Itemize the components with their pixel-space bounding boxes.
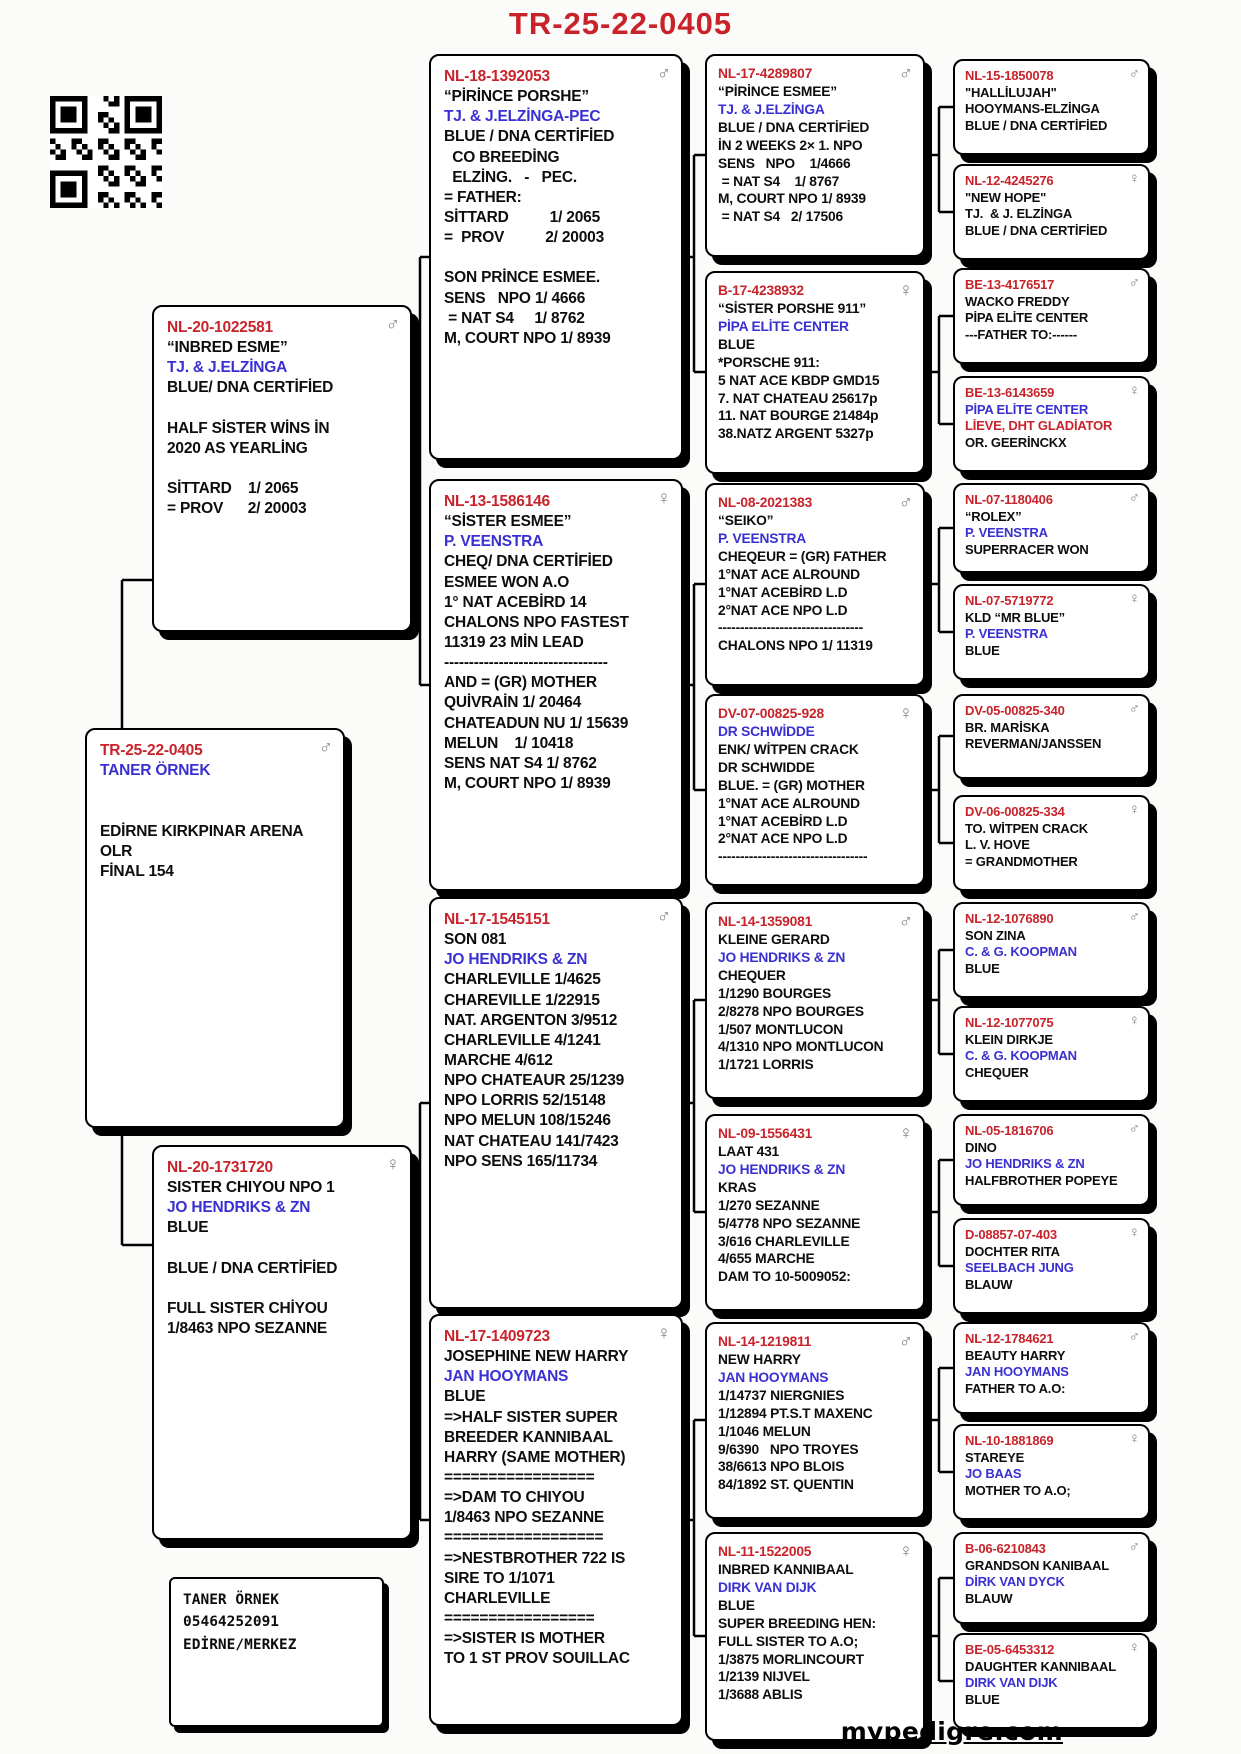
pedigree-box-NL-10-1881869 xyxy=(953,1424,1150,1520)
box-line: BLUE / DNA CERTİFİED xyxy=(965,222,1108,238)
pedigree-box-NL-07-5719772 xyxy=(953,584,1150,680)
male-symbol-icon: ♂ xyxy=(1128,1538,1140,1555)
box-line: KLEIN DIRKJE xyxy=(965,1031,1053,1047)
box-line: = GRANDMOTHER xyxy=(965,853,1078,869)
ring-number: NL-17-4289807 xyxy=(718,66,813,81)
box-line: “PİRİNCE PORSHE” xyxy=(444,88,589,106)
ring-number: NL-12-4245276 xyxy=(965,173,1054,188)
box-line: SEELBACH JUNG xyxy=(965,1260,1074,1276)
ring-number: NL-17-1409723 xyxy=(444,1328,550,1345)
box-line: 11319 23 MİN LEAD xyxy=(444,633,584,651)
box-line: = FATHER: xyxy=(444,188,522,206)
box-line: CHARLEVILLE 1/4625 xyxy=(444,971,601,989)
box-line: DİRK VAN DYCK xyxy=(965,1574,1065,1590)
ring-number: BE-13-4176517 xyxy=(965,277,1055,292)
ring-number: NL-07-5719772 xyxy=(965,593,1054,608)
box-line: MARCHE 4/612 xyxy=(444,1051,553,1069)
box-line: 1° NAT ACEBİRD 14 xyxy=(444,593,587,611)
male-symbol-icon: ♂ xyxy=(656,63,671,84)
pedigree-box-TR-25-22-0405 xyxy=(85,728,345,1128)
box-line: BLUE / DNA CERTİFİED xyxy=(444,128,615,146)
box-line xyxy=(100,781,330,801)
box-line: BR. MARİSKA xyxy=(965,719,1050,735)
pedigree-box-NL-17-1545151 xyxy=(429,897,683,1309)
box-line: 3/616 CHARLEVILLE xyxy=(718,1233,850,1249)
box-line: M, COURT NPO 1/ 8939 xyxy=(718,191,866,207)
box-line: DINO xyxy=(965,1139,997,1155)
box-line: 1/8463 NPO SEZANNE xyxy=(444,1509,605,1527)
pedigree-box-B-17-4238932 xyxy=(705,271,925,474)
box-line: HALFBROTHER POPEYE xyxy=(965,1172,1118,1188)
pedigree-box-DV-07-00825-928 xyxy=(705,694,925,886)
box-line: SUPERRACER WON xyxy=(965,541,1089,557)
ring-number: B-17-4238932 xyxy=(718,283,804,298)
box-line: SUPER BREEDING HEN: xyxy=(718,1615,876,1631)
box-line: 38.NATZ ARGENT 5327p xyxy=(718,426,874,442)
box-line: 2°NAT ACE NPO L.D xyxy=(718,831,848,847)
box-line: PİPA ELİTE CENTER xyxy=(965,401,1089,417)
box-line: PİPA ELİTE CENTER xyxy=(965,310,1089,326)
female-symbol-icon: ♀ xyxy=(1128,801,1140,818)
box-line: OR. GEERİNCKX xyxy=(965,434,1067,450)
ring-number: DV-07-00825-928 xyxy=(718,706,824,721)
box-line: JO HENDRIKS & ZN xyxy=(718,1161,846,1177)
female-symbol-icon: ♀ xyxy=(1128,170,1140,187)
male-symbol-icon: ♂ xyxy=(898,1331,913,1352)
box-line: AND = (GR) MOTHER xyxy=(444,674,597,692)
contact-name: TANER ÖRNEK xyxy=(183,1592,280,1608)
box-line: FULL SISTER CHİYOU xyxy=(167,1299,328,1317)
box-line: NPO LORRIS 52/15148 xyxy=(444,1092,606,1110)
pedigree-box-BE-13-6143659 xyxy=(953,376,1150,472)
ring-number: NL-14-1359081 xyxy=(718,914,813,929)
box-line: L. V. HOVE xyxy=(965,837,1030,853)
box-line: 1/3875 MORLINCOURT xyxy=(718,1651,864,1667)
contact-phone: 05464252091 xyxy=(183,1614,280,1631)
box-line: = PROV 2/ 20003 xyxy=(167,500,307,518)
ring-number: NL-18-1392053 xyxy=(444,68,550,85)
box-line: TANER ÖRNEK xyxy=(100,762,211,780)
box-line: BEAUTY HARRY xyxy=(965,1347,1066,1363)
box-line: NAT. ARGENTON 3/9512 xyxy=(444,1011,618,1029)
box-line: FULL SISTER TO A.O; xyxy=(718,1633,859,1649)
box-line: = PROV 2/ 20003 xyxy=(444,229,604,247)
male-symbol-icon: ♂ xyxy=(656,906,671,927)
female-symbol-icon: ♀ xyxy=(1128,1639,1140,1656)
pedigree-box-NL-17-4289807 xyxy=(705,54,925,257)
male-symbol-icon: ♂ xyxy=(1128,908,1140,925)
box-line: CHARLEVILLE 4/1241 xyxy=(444,1031,601,1049)
box-line: SON PRİNCE ESMEE. xyxy=(444,269,600,287)
box-line: =>NESTBROTHER 722 IS xyxy=(444,1549,626,1567)
page-title: TR-25-22-0405 xyxy=(508,6,733,41)
pedigree-box-NL-08-2021383 xyxy=(705,483,925,686)
male-symbol-icon: ♂ xyxy=(1128,489,1140,506)
ring-number: DV-06-00825-334 xyxy=(965,804,1065,819)
pedigree-box-BE-05-6453312 xyxy=(953,1633,1150,1729)
box-line: 5 NAT ACE KBDP GMD15 xyxy=(718,372,880,388)
ring-number: NL-13-1586146 xyxy=(444,493,550,510)
box-line: HARRY (SAME MOTHER) xyxy=(444,1448,626,1466)
box-line: DIRK VAN DIJK xyxy=(965,1675,1058,1691)
pedigree-box-NL-15-1850078 xyxy=(953,59,1150,155)
box-line: JAN HOOYMANS xyxy=(965,1364,1069,1380)
female-symbol-icon: ♀ xyxy=(1128,1012,1140,1029)
box-line: ESMEE WON A.O xyxy=(444,573,570,591)
box-line: STAREYE xyxy=(965,1449,1025,1465)
box-line: NEW HARRY xyxy=(718,1351,801,1367)
pedigree-box-D-08857-07-403 xyxy=(953,1218,1150,1314)
box-line: 2020 AS YEARLİNG xyxy=(167,439,308,457)
box-line: MELUN 1/ 10418 xyxy=(444,734,574,752)
ring-number: BE-13-6143659 xyxy=(965,385,1055,400)
box-line: 1/270 SEZANNE xyxy=(718,1197,820,1213)
box-line: 1/507 MONTLUCON xyxy=(718,1021,844,1037)
male-symbol-icon: ♂ xyxy=(1128,700,1140,717)
ring-number: B-06-6210843 xyxy=(965,1541,1046,1556)
box-line: QUİVRAİN 1/ 20464 xyxy=(444,694,582,712)
box-line: DAM TO 10-5009052: xyxy=(718,1269,851,1285)
box-line: SENS NPO 1/ 4666 xyxy=(444,289,586,307)
female-symbol-icon: ♀ xyxy=(1128,382,1140,399)
male-symbol-icon: ♂ xyxy=(1128,1120,1140,1137)
male-symbol-icon: ♂ xyxy=(1128,1328,1140,1345)
box-line: 1°NAT ACEBİRD L.D xyxy=(718,813,848,829)
box-line: “SİSTER PORSHE 911” xyxy=(718,300,867,316)
box-line: ================== xyxy=(444,1529,604,1547)
box-line: ================= xyxy=(444,1609,595,1627)
box-line: “SİSTER ESMEE” xyxy=(444,513,572,531)
female-symbol-icon: ♀ xyxy=(656,1323,671,1344)
box-line: HALF SİSTER WİNS İN xyxy=(167,419,330,437)
box-line: 1/8463 NPO SEZANNE xyxy=(167,1320,328,1338)
box-line: BLUE xyxy=(718,1597,755,1613)
box-line xyxy=(167,459,397,479)
ring-number: NL-14-1219811 xyxy=(718,1334,812,1349)
box-line: TO 1 ST PROV SOUILLAC xyxy=(444,1650,630,1668)
box-line: ---FATHER TO:------ xyxy=(965,326,1077,342)
ring-number: NL-05-1816706 xyxy=(965,1123,1054,1138)
box-line: JO HENDRIKS & ZN xyxy=(718,949,846,965)
box-line: CHATEADUN NU 1/ 15639 xyxy=(444,714,629,732)
ring-number: NL-17-1545151 xyxy=(444,911,550,928)
box-line: CHEQUER xyxy=(965,1064,1029,1080)
box-line: DR SCHWIDDE xyxy=(718,759,815,775)
box-line: P. VEENSTRA xyxy=(444,533,544,551)
pedigree-box-BE-13-4176517 xyxy=(953,268,1150,364)
box-line xyxy=(167,1239,397,1259)
qr-code-icon xyxy=(50,96,162,208)
ring-number: NL-20-1022581 xyxy=(167,319,273,336)
box-line: MOTHER TO A.O; xyxy=(965,1482,1071,1498)
box-line: 1/1721 LORRIS xyxy=(718,1057,814,1073)
pedigree-box-NL-12-1077075 xyxy=(953,1006,1150,1102)
box-line: TO. WİTPEN CRACK xyxy=(965,820,1088,836)
box-line: ---------------------------------- xyxy=(718,849,868,865)
box-line: JAN HOOYMANS xyxy=(444,1368,569,1386)
box-line: BREEDER KANNIBAAL xyxy=(444,1428,613,1446)
box-line: "NEW HOPE" xyxy=(965,189,1047,205)
ring-number: D-08857-07-403 xyxy=(965,1227,1057,1242)
box-line: P. VEENSTRA xyxy=(965,525,1048,541)
box-line: M, COURT NPO 1/ 8939 xyxy=(444,329,611,347)
female-symbol-icon: ♀ xyxy=(656,488,671,509)
ring-number: DV-05-00825-340 xyxy=(965,703,1065,718)
box-line: DIRK VAN DIJK xyxy=(718,1579,817,1595)
ring-number: NL-12-1077075 xyxy=(965,1015,1054,1030)
box-line: ================= xyxy=(444,1468,595,1486)
box-line: 1°NAT ACE ALROUND xyxy=(718,566,860,582)
pedigree-box-NL-20-1022581 xyxy=(152,305,412,632)
box-line: JAN HOOYMANS xyxy=(718,1369,829,1385)
box-line: FATHER TO A.O: xyxy=(965,1380,1066,1396)
box-line: JO HENDRIKS & ZN xyxy=(444,951,588,969)
male-symbol-icon: ♂ xyxy=(898,492,913,513)
box-line: BLUE / DNA CERTİFİED xyxy=(718,119,870,135)
female-symbol-icon: ♀ xyxy=(898,280,913,301)
pedigree-box-NL-12-1076890 xyxy=(953,902,1150,998)
box-line: 2/8278 NPO BOURGES xyxy=(718,1003,864,1019)
box-line: --------------------------------- xyxy=(444,654,608,672)
box-line: JO BAAS xyxy=(965,1466,1022,1482)
box-line: 1/1290 BOURGES xyxy=(718,985,831,1001)
box-line: 38/6613 NPO BLOIS xyxy=(718,1459,845,1475)
box-line: = NAT S4 1/ 8762 xyxy=(444,309,585,327)
contact-card xyxy=(169,1577,384,1727)
box-line: JOSEPHINE NEW HARRY xyxy=(444,1348,629,1366)
pedigree-box-NL-12-4245276 xyxy=(953,164,1150,260)
ring-number: NL-12-1076890 xyxy=(965,911,1054,926)
male-symbol-icon: ♂ xyxy=(898,63,913,84)
box-line: CHALONS NPO 1/ 11319 xyxy=(718,638,873,654)
ring-number: NL-09-1556431 xyxy=(718,1126,813,1141)
box-line: NPO SENS 165/11734 xyxy=(444,1152,598,1170)
box-line: BLUE xyxy=(965,642,1000,658)
box-line: P. VEENSTRA xyxy=(718,530,807,546)
pedigree-box-NL-14-1219811 xyxy=(705,1322,925,1519)
female-symbol-icon: ♀ xyxy=(898,1123,913,1144)
box-line: BLUE xyxy=(444,1388,486,1406)
box-line: JO HENDRIKS & ZN xyxy=(167,1199,311,1217)
ring-number: NL-15-1850078 xyxy=(965,68,1054,83)
female-symbol-icon: ♀ xyxy=(1128,1430,1140,1447)
pedigree-box-NL-07-1180406 xyxy=(953,483,1150,573)
box-line: BLAUW xyxy=(965,1590,1013,1606)
box-line: 1°NAT ACEBİRD L.D xyxy=(718,584,848,600)
box-line: ENK/ WİTPEN CRACK xyxy=(718,741,859,757)
pedigree-box-NL-18-1392053 xyxy=(429,54,683,460)
box-line: TJ. & J.ELZİNGA xyxy=(167,359,288,377)
box-line: KLEINE GERARD xyxy=(718,931,830,947)
box-line: NAT CHATEAU 141/7423 xyxy=(444,1132,619,1150)
ring-number: BE-05-6453312 xyxy=(965,1642,1055,1657)
box-line: KRAS xyxy=(718,1179,757,1195)
box-line: NPO MELUN 108/15246 xyxy=(444,1112,611,1130)
box-line: SİTTARD 1/ 2065 xyxy=(167,480,299,498)
pedigree-box-NL-17-1409723 xyxy=(429,1314,683,1726)
box-line: BLUE xyxy=(167,1219,209,1237)
box-line: SISTER CHIYOU NPO 1 xyxy=(167,1179,335,1197)
pedigree-box-NL-13-1586146 xyxy=(429,479,683,891)
box-line xyxy=(444,248,668,268)
box-line: GRANDSON KANIBAAL xyxy=(965,1557,1109,1573)
box-line: 1/14737 NIERGNIES xyxy=(718,1387,845,1403)
box-line: SON 081 xyxy=(444,931,507,949)
box-line: ELZİNG. - PEC. xyxy=(444,168,577,186)
ring-number: NL-10-1881869 xyxy=(965,1433,1054,1448)
box-line: 1°NAT ACE ALROUND xyxy=(718,795,860,811)
contact-location: EDİRNE/MERKEZ xyxy=(183,1636,297,1653)
box-line: “ROLEX” xyxy=(965,508,1022,524)
box-line: BLAUW xyxy=(965,1276,1013,1292)
pedigree-box-NL-05-1816706 xyxy=(953,1114,1150,1206)
pedigree-box-NL-14-1359081 xyxy=(705,902,925,1099)
box-line: DR SCHWİDDE xyxy=(718,723,815,739)
pedigree-box-NL-09-1556431 xyxy=(705,1114,925,1311)
ring-number: NL-11-1522005 xyxy=(718,1544,812,1559)
box-line: BLUE / DNA CERTİFİED xyxy=(167,1259,338,1277)
box-line: *PORSCHE 911: xyxy=(718,354,820,370)
male-symbol-icon: ♂ xyxy=(1128,65,1140,82)
box-line: TJ. & J. ELZİNGA xyxy=(965,206,1073,222)
pedigree-box-NL-11-1522005 xyxy=(705,1532,925,1741)
box-line: 1/3688 ABLIS xyxy=(718,1687,803,1703)
box-line xyxy=(100,801,330,821)
box-line: OLR xyxy=(100,842,133,860)
box-line: = NAT S4 2/ 17506 xyxy=(718,209,843,225)
box-line: 7. NAT CHATEAU 25617p xyxy=(718,390,878,406)
box-line: CHAREVILLE 1/22915 xyxy=(444,991,600,1009)
box-line: BLUE. = (GR) MOTHER xyxy=(718,777,865,793)
male-symbol-icon: ♂ xyxy=(898,911,913,932)
female-symbol-icon: ♀ xyxy=(1128,1224,1140,1241)
box-line: SIRE TO 1/1071 xyxy=(444,1569,555,1587)
box-line: JO HENDRIKS & ZN xyxy=(965,1156,1085,1172)
box-line: TJ. & J.ELZİNGA xyxy=(718,101,825,117)
box-line: C. & G. KOOPMAN xyxy=(965,944,1077,960)
box-line: SON ZINA xyxy=(965,927,1026,943)
box-line: CHEQEUR = (GR) FATHER xyxy=(718,548,887,564)
box-line: EDİRNE KIRKPINAR ARENA xyxy=(100,822,304,840)
box-line: =>SISTER IS MOTHER xyxy=(444,1630,605,1648)
male-symbol-icon: ♂ xyxy=(385,314,400,335)
box-line: 2°NAT ACE NPO L.D xyxy=(718,602,848,618)
pedigree-box-NL-12-1784621 xyxy=(953,1322,1150,1414)
box-line: SENS NAT S4 1/ 8762 xyxy=(444,754,597,772)
box-line: “PİRİNCE ESMEE” xyxy=(718,83,837,99)
pedigree-box-DV-06-00825-334 xyxy=(953,795,1150,891)
box-line: “INBRED ESME” xyxy=(167,339,288,357)
box-line: BLUE/ DNA CERTİFİED xyxy=(167,379,334,397)
female-symbol-icon: ♀ xyxy=(898,703,913,724)
box-line: = NAT S4 1/ 8767 xyxy=(718,173,840,189)
female-symbol-icon: ♀ xyxy=(898,1541,913,1562)
box-line: SİTTARD 1/ 2065 xyxy=(444,208,600,226)
box-line: SENS NPO 1/4666 xyxy=(718,155,851,171)
ring-number: NL-20-1731720 xyxy=(167,1159,273,1176)
box-line: FİNAL 154 xyxy=(100,862,174,880)
ring-number: NL-07-1180406 xyxy=(965,492,1053,507)
box-line: BLUE xyxy=(965,1691,1000,1707)
ring-number: NL-12-1784621 xyxy=(965,1331,1054,1346)
box-line: CHALONS NPO FASTEST xyxy=(444,613,629,631)
box-line: BLUE / DNA CERTİFİED xyxy=(965,117,1108,133)
box-line: KLD “MR BLUE” xyxy=(965,609,1065,625)
box-line: 84/1892 ST. QUENTIN xyxy=(718,1477,854,1493)
box-line: BLUE xyxy=(718,336,755,352)
box-line: “SEIKO” xyxy=(718,512,774,528)
pedigree-box-NL-20-1731720 xyxy=(152,1145,412,1540)
box-line: LİEVE, DHT GLADİATOR xyxy=(965,418,1113,434)
female-symbol-icon: ♀ xyxy=(385,1154,400,1175)
female-symbol-icon: ♀ xyxy=(1128,590,1140,607)
ring-number: TR-25-22-0405 xyxy=(100,742,203,759)
box-line: 9/6390 NPO TROYES xyxy=(718,1441,859,1457)
box-line: PİPA ELİTE CENTER xyxy=(718,318,849,334)
box-line: LAAT 431 xyxy=(718,1143,780,1159)
box-line: C. & G. KOOPMAN xyxy=(965,1048,1077,1064)
box-line: 4/655 MARCHE xyxy=(718,1251,815,1267)
box-line: =>DAM TO CHIYOU xyxy=(444,1489,585,1507)
box-line: M, COURT NPO 1/ 8939 xyxy=(444,774,611,792)
box-line: 1/2139 NIJVEL xyxy=(718,1669,810,1685)
box-line: CHEQ/ DNA CERTİFİED xyxy=(444,553,613,571)
box-line: WACKO FREDDY xyxy=(965,293,1070,309)
box-line: REVERMAN/JANSSEN xyxy=(965,736,1102,752)
box-line: INBRED KANNIBAAL xyxy=(718,1561,854,1577)
box-line: 1/1046 MELUN xyxy=(718,1423,811,1439)
pedigree-box-DV-05-00825-340 xyxy=(953,694,1150,779)
box-line: DAUGHTER KANNIBAAL xyxy=(965,1658,1116,1674)
box-line: BLUE xyxy=(965,960,1000,976)
box-line: P. VEENSTRA xyxy=(965,626,1048,642)
box-line: NPO CHATEAUR 25/1239 xyxy=(444,1072,625,1090)
box-line: "HALLİLUJAH" xyxy=(965,84,1057,100)
box-line: 4/1310 NPO MONTLUCON xyxy=(718,1039,884,1055)
pedigree-box-B-06-6210843 xyxy=(953,1532,1150,1624)
ring-number: NL-08-2021383 xyxy=(718,495,813,510)
box-line: 11. NAT BOURGE 21484p xyxy=(718,408,879,424)
male-symbol-icon: ♂ xyxy=(318,737,333,758)
male-symbol-icon: ♂ xyxy=(1128,274,1140,291)
box-line xyxy=(167,1279,397,1299)
box-line: DOCHTER RITA xyxy=(965,1243,1060,1259)
box-line: TJ. & J.ELZİNGA-PEC xyxy=(444,108,601,126)
box-line: =>HALF SISTER SUPER xyxy=(444,1408,618,1426)
box-line: CHARLEVILLE xyxy=(444,1589,551,1607)
box-line: CHEQUER xyxy=(718,967,786,983)
box-line: --------------------------------- xyxy=(718,620,864,636)
box-line: 1/12894 PT.S.T MAXENC xyxy=(718,1405,873,1421)
box-line: 5/4778 NPO SEZANNE xyxy=(718,1215,861,1231)
box-line: CO BREEDİNG xyxy=(444,148,560,166)
box-line: İN 2 WEEKS 2× 1. NPO xyxy=(718,137,863,153)
website-text: mypedigre.com xyxy=(840,1717,1063,1746)
box-line: HOOYMANS-ELZİNGA xyxy=(965,101,1100,117)
box-line xyxy=(167,399,397,419)
